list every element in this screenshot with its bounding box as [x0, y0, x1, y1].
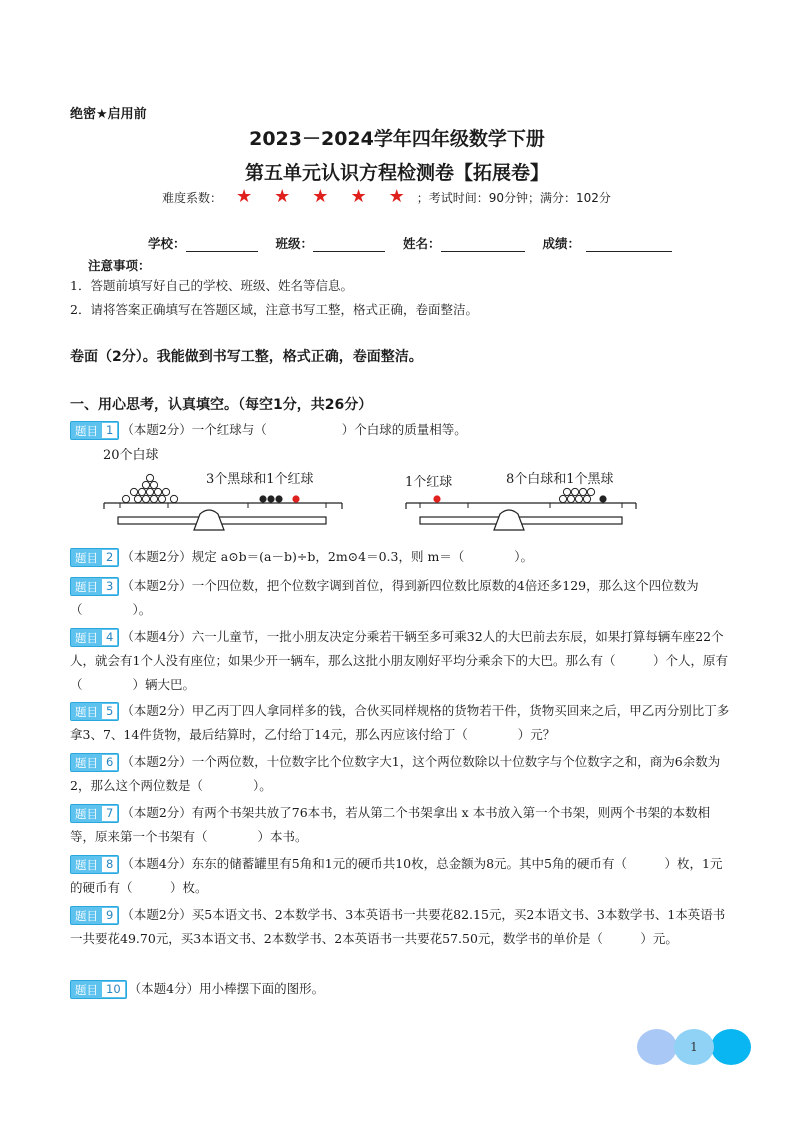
page-title: 2023－2024学年四年级数学下册: [249, 128, 545, 150]
question-tag: [70, 855, 119, 874]
tag-label: 题目: [75, 423, 98, 438]
note-item: 2．请将答案正确填写在答题区域，注意书写工整，格式正确，卷面整洁。: [70, 302, 478, 317]
tag-label: 题目: [75, 579, 98, 594]
class-label: 班级：: [275, 236, 314, 251]
score-field[interactable]: [543, 234, 673, 252]
school-field[interactable]: [148, 234, 258, 252]
tag-label: 题目: [75, 806, 98, 821]
star-icon: ★: [388, 186, 405, 207]
question-text: （本题2分）有两个书架共放了76本书，若从第二个书架拿出 x 本书放入第一个书架，则两个书架的本数相等，原来第一个书架有（ ）本书。: [70, 805, 711, 844]
tag-number: 9: [102, 908, 117, 923]
tag-number: 10: [102, 982, 125, 997]
question-text: （本题4分）东东的储蓄罐里有5角和1元的硬币共10枚，总金额为8元。其中5角的硬币有（ ）枚，1元的硬币有（ ）枚。: [70, 856, 723, 895]
left-weights-label: 20个白球: [103, 448, 159, 463]
note-item: 1．答题前填写好自己的学校、班级、姓名等信息。: [70, 278, 353, 293]
question-tag: [70, 980, 127, 999]
question-tag: [70, 804, 119, 823]
question-8: [70, 852, 730, 900]
question-text: （本题4分）六一儿童节，一批小朋友决定分乘若干辆至多可乘32人的大巴前去东辰，如果打算每辆车座22个人，就会有1个人没有座位；如果少开一辆车，那么这批小朋友刚好平均分乘余下的大巴。那么有（ ）个人，原有（ ）辆大巴。: [70, 629, 728, 692]
star-icon: ★: [312, 186, 329, 207]
tag-number: 3: [102, 579, 117, 594]
score-blank[interactable]: [586, 237, 672, 252]
star-icon: ★: [274, 186, 291, 207]
right-balance: [406, 488, 636, 530]
tag-number: 5: [102, 704, 117, 719]
question-text: （本题2分）买5本语文书、2本数学书、3本英语书一共要花82.15元，买2本语文书、3本数学书、1本英语书一共要花49.70元，买3本语文书、2本数学书、2本英语书一共要花57.50元，数学书的单价是（ ）元。: [70, 907, 726, 946]
tag-number: 8: [102, 857, 117, 872]
score-label: 成绩：: [542, 236, 581, 251]
page-number: 1: [690, 1040, 698, 1054]
question-5: [70, 699, 730, 747]
secret-label: 绝密★启用前: [70, 107, 147, 122]
question-tag: [70, 628, 119, 647]
school-blank[interactable]: [186, 237, 258, 252]
question-tag: [70, 548, 119, 567]
question-6: [70, 750, 730, 798]
balance-scale-drawing: [98, 444, 658, 534]
tag-label: 题目: [75, 857, 98, 872]
page-decoration-circle: [711, 1029, 751, 1065]
name-label: 姓名：: [403, 236, 441, 251]
tag-label: 题目: [75, 755, 98, 770]
question-text: （本题2分）规定 a⊙b＝(a－b)÷b，2m⊙4＝0.3，则 m＝（ ）。: [121, 549, 534, 564]
question-text: （本题2分）一个四位数，把个位数字调到首位，得到新四位数比原数的4倍还多129，那么这个四位数为（ ）。: [70, 578, 699, 617]
page-decoration-circle: [637, 1029, 677, 1065]
star-icon: ★: [350, 186, 367, 207]
difficulty-stars: [236, 188, 405, 206]
question-4: [70, 625, 730, 697]
tag-label: 题目: [75, 982, 98, 997]
question-text: （本题2分）一个两位数，十位数字比个位数字大1，这个两位数除以十位数字与个位数字之和，商为6余数为2，那么这个两位数是（ ）。: [70, 754, 721, 793]
tag-number: 1: [102, 423, 117, 438]
neatness-line: 卷面（2分）。我能做到书写工整，格式正确，卷面整洁。: [70, 349, 423, 365]
tag-number: 4: [102, 630, 117, 645]
class-field[interactable]: [276, 234, 386, 252]
balance-scale-figure: [98, 444, 658, 534]
left-right-pan-label: 3个黑球和1个红球: [206, 472, 314, 487]
star-icon: ★: [236, 186, 253, 207]
name-blank[interactable]: [441, 237, 525, 252]
question-7: [70, 801, 730, 849]
exam-meta: [162, 188, 611, 206]
class-blank[interactable]: [313, 237, 385, 252]
question-tag: [70, 421, 119, 440]
section-heading: 一、用心思考，认真填空。（每空1分，共26分）: [70, 397, 373, 413]
tag-label: 题目: [75, 550, 98, 565]
tag-label: 题目: [75, 908, 98, 923]
question-1: [70, 418, 730, 442]
exam-info: ；考试时间：90分钟；满分：102分: [416, 190, 611, 205]
question-tag: [70, 906, 119, 925]
notes-heading: 注意事项：: [88, 258, 151, 273]
question-tag: [70, 702, 119, 721]
question-9: [70, 903, 730, 951]
student-info-fields: [148, 234, 690, 252]
question-3: [70, 574, 730, 622]
right-left-pan-label: 1个红球: [405, 475, 453, 490]
page-subtitle: 第五单元认识方程检测卷【拓展卷】: [244, 162, 549, 184]
question-text: （本题2分）甲乙丙丁四人拿同样多的钱，合伙买同样规格的货物若干件，货物买回来之后，甲乙丙分别比丁多拿3、7、14件货物，最后结算时，乙付给丁14元，那么丙应该付给丁（ ）元？: [70, 703, 730, 742]
question-tag: [70, 577, 119, 596]
question-10: [70, 977, 730, 1001]
school-label: 学校：: [148, 236, 186, 251]
tag-number: 6: [102, 755, 117, 770]
question-text: （本题2分）一个红球与（ ）个白球的质量相等。: [121, 422, 467, 437]
tag-number: 7: [102, 806, 117, 821]
question-tag: [70, 753, 119, 772]
tag-label: 题目: [75, 704, 98, 719]
tag-number: 2: [102, 550, 117, 565]
difficulty-label: 难度系数：: [162, 190, 223, 205]
right-right-pan-label: 8个白球和1个黑球: [506, 472, 614, 487]
tag-label: 题目: [75, 630, 98, 645]
question-text: （本题4分）用小棒摆下面的图形。: [128, 981, 325, 996]
name-field[interactable]: [403, 234, 525, 252]
question-2: [70, 545, 730, 569]
